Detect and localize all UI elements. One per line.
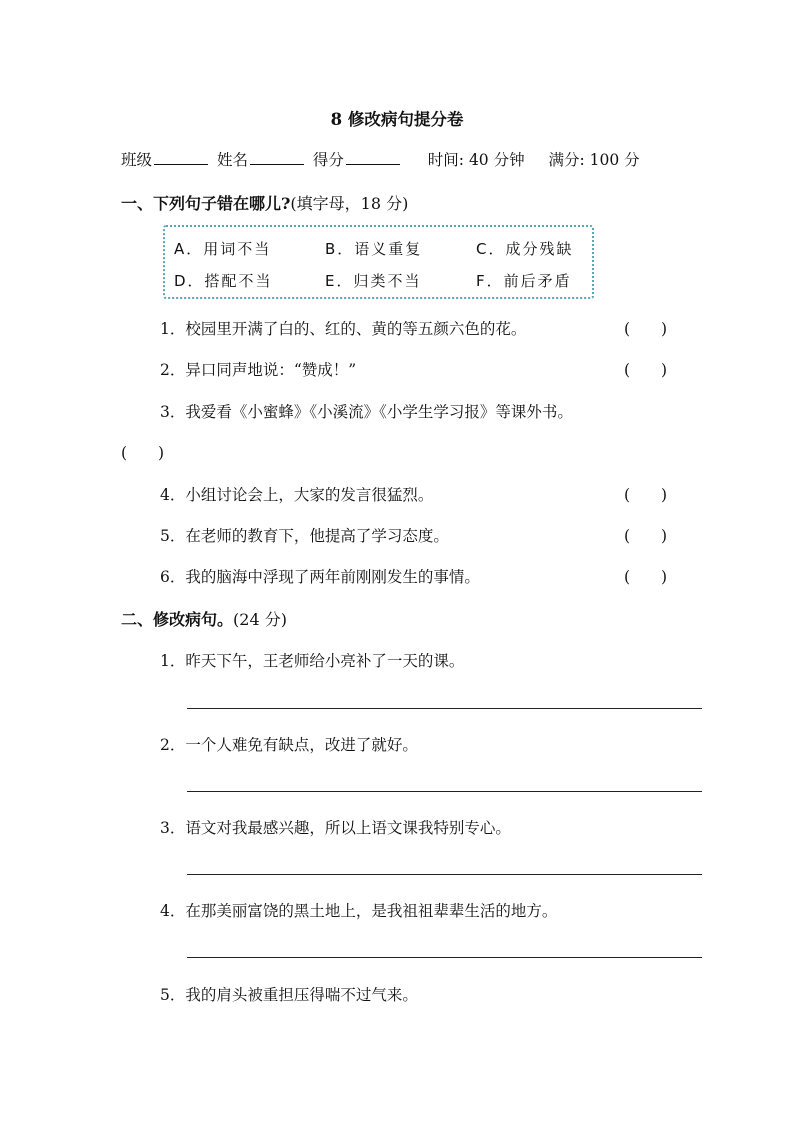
question-number: 1． — [160, 652, 186, 670]
time-label: 时间: 40 分钟 — [427, 151, 525, 169]
question-text: 昨天下午，王老师给小亮补了一天的课。 — [185, 652, 465, 670]
question-number: 2． — [160, 361, 186, 379]
options-box — [163, 225, 594, 299]
question-text: 在那美丽富饶的黑土地上，是我祖祖辈辈生活的地方。 — [185, 902, 558, 920]
s1-answer-paren-3[interactable]: ( ) — [121, 444, 165, 462]
s1-answer-paren-6[interactable]: ( ) — [624, 568, 668, 586]
s2-answer-line-4[interactable] — [187, 957, 702, 958]
question-text: 在老师的教育下，他提高了学习态度。 — [185, 527, 449, 545]
question-text: 我的肩头被重担压得喘不过气来。 — [185, 986, 418, 1004]
s2-answer-line-1[interactable] — [187, 708, 702, 709]
question-text: 异口同声地说：“赞成！” — [185, 361, 357, 379]
s1-answer-paren-1[interactable]: ( ) — [624, 320, 668, 338]
question-number: 4． — [160, 902, 186, 920]
question-text: 语文对我最感兴趣，所以上语文课我特别专心。 — [185, 819, 511, 837]
s2-answer-line-2[interactable] — [187, 791, 702, 792]
s2-question-2 — [160, 733, 418, 755]
question-number: 3． — [160, 403, 186, 421]
option-b: B．语义重复 — [325, 240, 423, 258]
page-title: 8 修改病句提分卷 — [330, 110, 464, 129]
score-blank[interactable] — [346, 150, 400, 165]
s2-answer-line-3[interactable] — [187, 874, 702, 875]
option-a: A．用词不当 — [174, 240, 272, 258]
question-text: 我的脑海中浮现了两年前刚刚发生的事情。 — [185, 568, 480, 586]
option-d: D．搭配不当 — [174, 272, 273, 290]
option-f: F．前后矛盾 — [476, 272, 572, 290]
section2-heading-text: 二、修改病句。 — [121, 610, 234, 629]
option-c: C．成分残缺 — [476, 240, 574, 258]
s2-question-3 — [160, 816, 511, 838]
option-e: E．归类不当 — [325, 272, 422, 290]
s1-answer-paren-4[interactable]: ( ) — [624, 486, 668, 504]
question-number: 2． — [160, 736, 186, 754]
question-number: 5． — [160, 986, 186, 1004]
s1-question-6 — [160, 565, 480, 587]
s1-answer-paren-5[interactable]: ( ) — [624, 527, 668, 545]
section1-heading-text: 一、下列句子错在哪儿? — [121, 194, 291, 213]
section2-note: (24 分) — [233, 610, 287, 629]
question-text: 一个人难免有缺点，改进了就好。 — [185, 736, 418, 754]
question-text: 校园里开满了白的、红的、黄的等五颜六色的花。 — [185, 320, 527, 338]
s1-question-5 — [160, 524, 449, 546]
question-text: 小组讨论会上，大家的发言很猛烈。 — [185, 486, 434, 504]
question-number: 4． — [160, 486, 186, 504]
score-label: 得分 — [312, 151, 344, 169]
s2-question-4 — [160, 899, 557, 921]
class-label: 班级 — [121, 151, 153, 169]
name-label: 姓名 — [216, 151, 248, 169]
full-score-label: 满分: 100 分 — [548, 151, 640, 169]
question-number: 3． — [160, 819, 186, 837]
question-text: 我爱看《小蜜蜂》《小溪流》《小学生学习报》等课外书。 — [185, 403, 573, 421]
student-info-row — [121, 148, 640, 170]
question-number: 5． — [160, 527, 186, 545]
section2-heading — [121, 607, 287, 630]
question-number: 1． — [160, 320, 186, 338]
s1-answer-paren-2[interactable]: ( ) — [624, 361, 668, 379]
class-blank[interactable] — [154, 150, 208, 165]
s2-question-1 — [160, 649, 464, 671]
section1-heading — [121, 191, 408, 214]
s2-question-5 — [160, 983, 418, 1005]
name-blank[interactable] — [250, 150, 304, 165]
question-number: 6． — [160, 568, 186, 586]
s1-question-3 — [160, 400, 573, 422]
s1-question-1 — [160, 317, 526, 339]
section1-note: (填字母，18 分) — [290, 194, 409, 213]
s1-question-2 — [160, 358, 356, 380]
s1-question-4 — [160, 483, 433, 505]
